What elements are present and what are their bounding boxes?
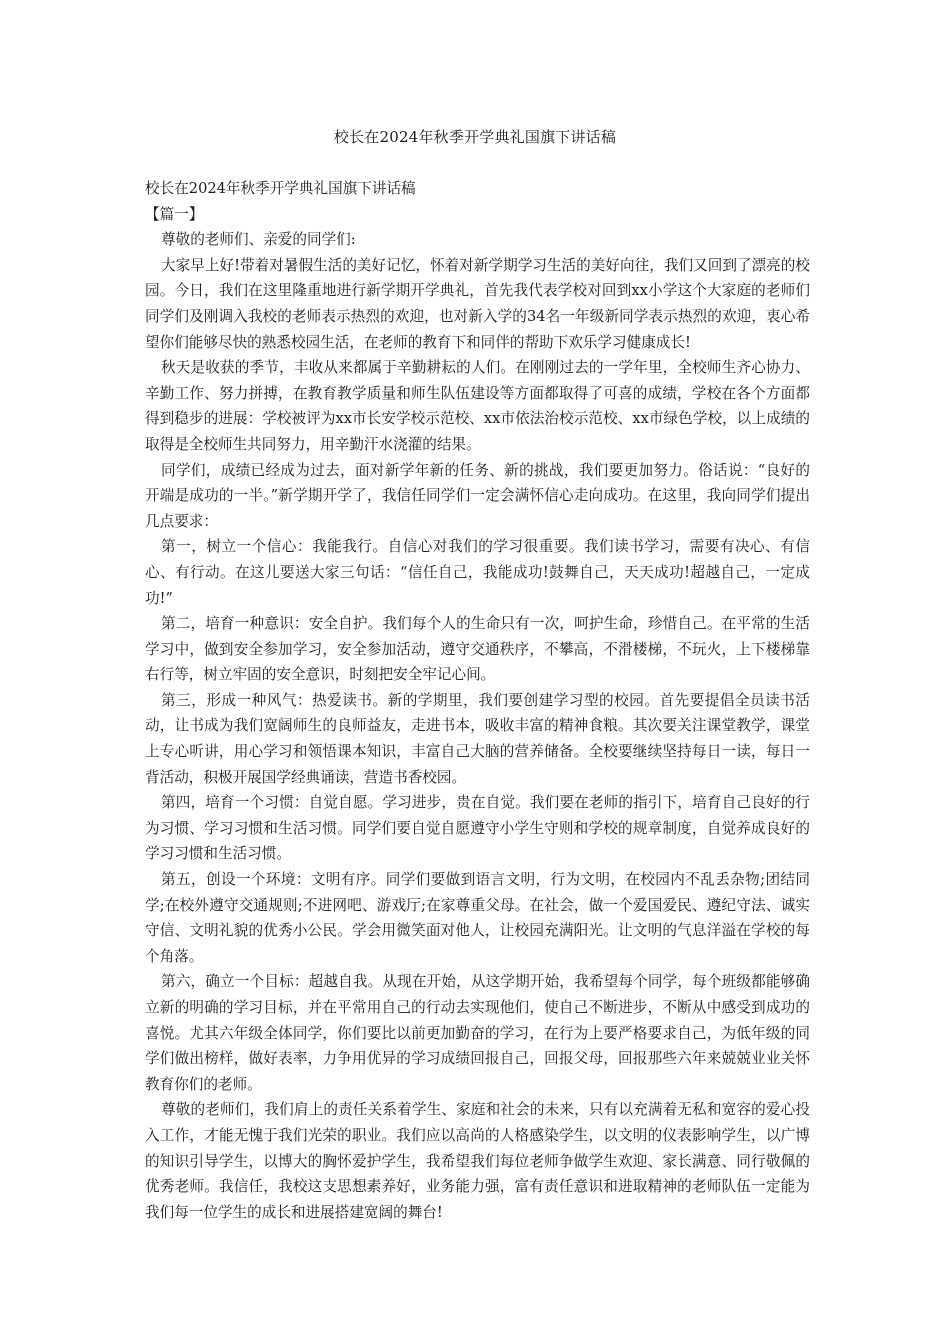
paragraph-requirement-5: 第五，创设一个环境：文明有序。同学们要做到语言文明，行为文明，在校园内不乱丢杂物;团结同学;在校外遵守交通规则;不进网吧、游戏厅;在家尊重父母。在社会，做一个爱国爱民、遵纪守法、诚实守信、文明礼貌的优秀小公民。学会用微笑面对他人，让校园充满阳光。让文明的气息洋溢在学校的每个角落。 [145,871,810,965]
paragraph-achievements: 秋天是收获的季节，丰收从来都属于辛勤耕耘的人们。在刚刚过去的一学年里，全校师生齐心协力、辛勤工作、努力拼搏，在教育教学质量和师生队伍建设等方面都取得了可喜的成绩，学校在各个方面都得到稳步的进展：学校被评为xx市长安学校示范校、xx市依法治校示范校、xx市绿色学校，以上成绩的取得是全校师生共同努力，用辛勤汗水浇灌的结果。 [145,359,810,453]
page-title: 校长在2024年秋季开学典礼国旗下讲话稿 [333,128,617,146]
paragraph-requirement-2: 第二，培育一种意识：安全自护。我们每个人的生命只有一次，呵护生命，珍惜自己。在平常的生活学习中，做到安全参加学习，安全参加活动，遵守交通秩序，不攀高，不滑楼梯，不玩火，上下楼梯靠右行等，树立牢固的安全意识，时刻把安全牢记心间。 [145,615,810,684]
paragraph-requirement-1: 第一，树立一个信心：我能我行。自信心对我们的学习很重要。我们读书学习，需要有决心、有信心、有行动。在这儿要送大家三句话：“信任自己，我能成功!鼓舞自己，天天成功!超越自己，一定成功!” [145,538,810,607]
paragraph-teachers: 尊敬的老师们，我们肩上的责任关系着学生、家庭和社会的未来，只有以充满着无私和宽容的爱心投入工作，才能无愧于我们光荣的职业。我们应以高尚的人格感染学生，以文明的仪表影响学生，以广博的知识引导学生，以博大的胸怀爱护学生，我希望我们每位老师争做学生欢迎、家长满意、同行敬佩的优秀老师。我信任，我校这支思想素养好，业务能力强，富有责任意识和进取精神的老师队伍一定能为我们每一位学生的成长和进展搭建宽阔的舞台! [145,1101,810,1221]
section-heading: 【篇一】 [145,205,204,223]
paragraph-greeting: 尊敬的老师们、亲爱的同学们: [161,231,356,249]
paragraph-requirement-4: 第四，培育一个习惯：自觉自愿。学习进步，贵在自觉。我们要在老师的指引下，培育自己良好的行为习惯、学习习惯和生活习惯。同学们要自觉自愿遵守小学生守则和学校的规章制度，自觉养成良好的学习习惯和生活习惯。 [145,794,810,863]
paragraph-requirement-3: 第三，形成一种风气：热爱读书。新的学期里，我们要创建学习型的校园。首先要提倡全员读书活动，让书成为我们宽阔师生的良师益友，走进书本，吸收丰富的精神食粮。其次要关注课堂教学，课堂上专心听讲，用心学习和领悟课本知识，丰富自己大脑的营养储备。全校要继续坚持每日一读，每日一背活动，积极开展国学经典诵读，营造书香校园。 [145,691,810,786]
document-subtitle: 校长在2024年秋季开学典礼国旗下讲话稿 [145,180,416,197]
document-body [145,176,810,1225]
paragraph-requirements-intro: 同学们，成绩已经成为过去，面对新学年新的任务、新的挑战，我们要更加努力。俗话说：“良好的开端是成功的一半。”新学期开学了，我信任同学们一定会满怀信心走向成功。在这里，我向同学们提出几点要求： [145,461,810,530]
paragraph-opening: 大家早上好!带着对暑假生活的美好记忆，怀着对新学期学习生活的美好向往，我们又回到了漂亮的校园。今日，我们在这里隆重地进行新学期开学典礼，首先我代表学校对回到xx小学这个大家庭的老师们同学们及刚调入我校的老师表示热烈的欢迎，也对新入学的34名一年级新同学表示热烈的欢迎，衷心希望你们能够尽快的熟悉校园生活，在老师的教育下和同伴的帮助下欢乐学习健康成长! [145,256,810,351]
paragraph-requirement-6: 第六，确立一个目标：超越自我。从现在开始，从这学期开始，我希望每个同学，每个班级都能够确立新的明确的学习目标，并在平常用自己的行动去实现他们，使自己不断进步，不断从中感受到成功的喜悦。尤其六年级全体同学，你们要比以前更加勤奋的学习，在行为上要严格要求自己，为低年级的同学们做出榜样，做好表率，力争用优异的学习成绩回报自己，回报父母，回报那些六年来兢兢业业关怀教育你们的老师。 [145,973,810,1093]
